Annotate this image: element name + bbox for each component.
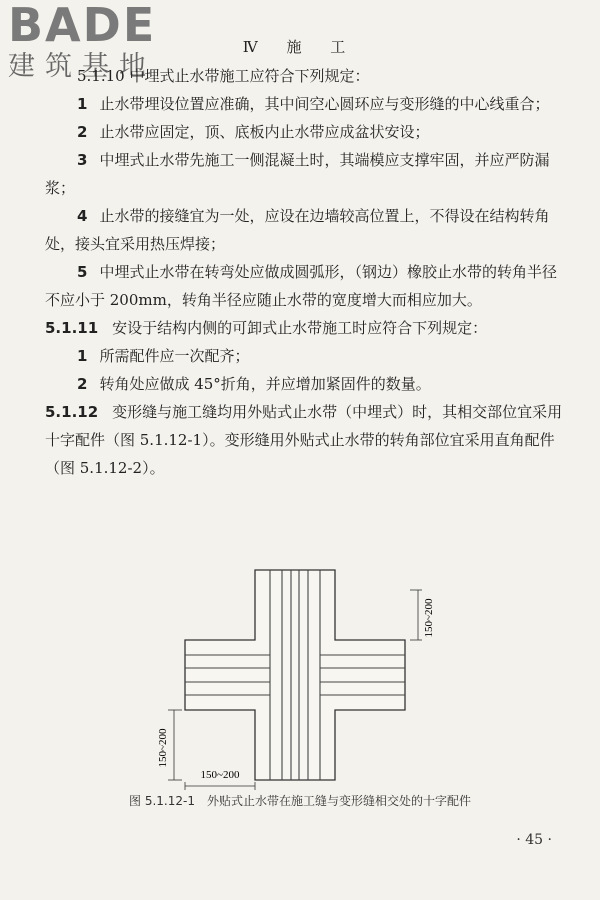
item-number: 1 (77, 95, 88, 113)
watermark-logo: BADE (8, 0, 157, 52)
document-body (45, 62, 565, 482)
clause-5-1-10-item-4 (45, 202, 565, 258)
clause-text: 变形缝与施工缝均用外贴式止水带（中埋式）时，其相交部位宜采用十字配件（图 5.1.12-1）。变形缝用外贴式止水带的转角部位宜采用直角配件（图 5.1.12-2）。 (45, 403, 563, 477)
cross-outline (185, 570, 405, 780)
item-number: 4 (77, 207, 88, 225)
clause-5-1-10-intro: 5.1.10 中埋式止水带施工应符合下列规定： (77, 67, 370, 85)
clause-5-1-11 (45, 314, 565, 342)
clause-number: 5.1.12 (45, 403, 99, 421)
dim-label-right: 150~200 (423, 598, 435, 638)
clause-text: 安设于结构内侧的可卸式止水带施工时应符合下列规定： (112, 319, 488, 337)
clause-5-1-10-item-1 (45, 90, 565, 118)
item-text: 止水带的接缝宜为一处，应设在边墙较高位置上，不得设在结构转角处，接头宜采用热压焊接； (45, 207, 550, 253)
item-text: 中埋式止水带先施工一侧混凝土时，其端模应支撑牢固，并应严防漏浆； (45, 151, 550, 197)
clause-5-1-10-item-3 (45, 146, 565, 202)
item-number: 2 (77, 123, 88, 141)
dim-label-bottom: 150~200 (200, 769, 240, 781)
clause-5-1-11-item-2 (45, 370, 565, 398)
item-number: 5 (77, 263, 88, 281)
clause-5-1-11-item-1 (45, 342, 565, 370)
dim-label-left: 150~200 (157, 728, 169, 768)
item-text: 转角处应做成 45°折角，并应增加紧固件的数量。 (99, 375, 431, 393)
clause-5-1-10-item-5 (45, 258, 565, 314)
clause-number: 5.1.11 (45, 319, 99, 337)
section-title: Ⅳ 施 工 (242, 38, 358, 56)
clause-5-1-12 (45, 398, 565, 482)
item-number: 1 (77, 347, 88, 365)
item-text: 止水带埋设位置应准确，其中间空心圆环应与变形缝的中心线重合； (99, 95, 550, 113)
cross-fitting-figure (157, 560, 440, 790)
page-number: · 45 · (516, 832, 552, 848)
item-text: 所需配件应一次配齐； (99, 347, 250, 365)
item-number: 2 (77, 375, 88, 393)
watermark-subtitle: 建筑基地 (8, 51, 156, 82)
item-text: 止水带应固定，顶、底板内止水带应成盆状安设； (99, 123, 430, 141)
cross-fitting-drawing (157, 560, 440, 790)
clause-5-1-10-item-2 (45, 118, 565, 146)
item-number: 3 (77, 151, 88, 169)
item-text: 中埋式止水带在转弯处应做成圆弧形，（钢边）橡胶止水带的转角半径不应小于 200mm，转角半径应随止水带的宽度增大而相应加大。 (45, 263, 557, 309)
figure-caption: 图 5.1.12-1 外贴式止水带在施工缝与变形缝相交处的十字配件 (129, 794, 471, 808)
